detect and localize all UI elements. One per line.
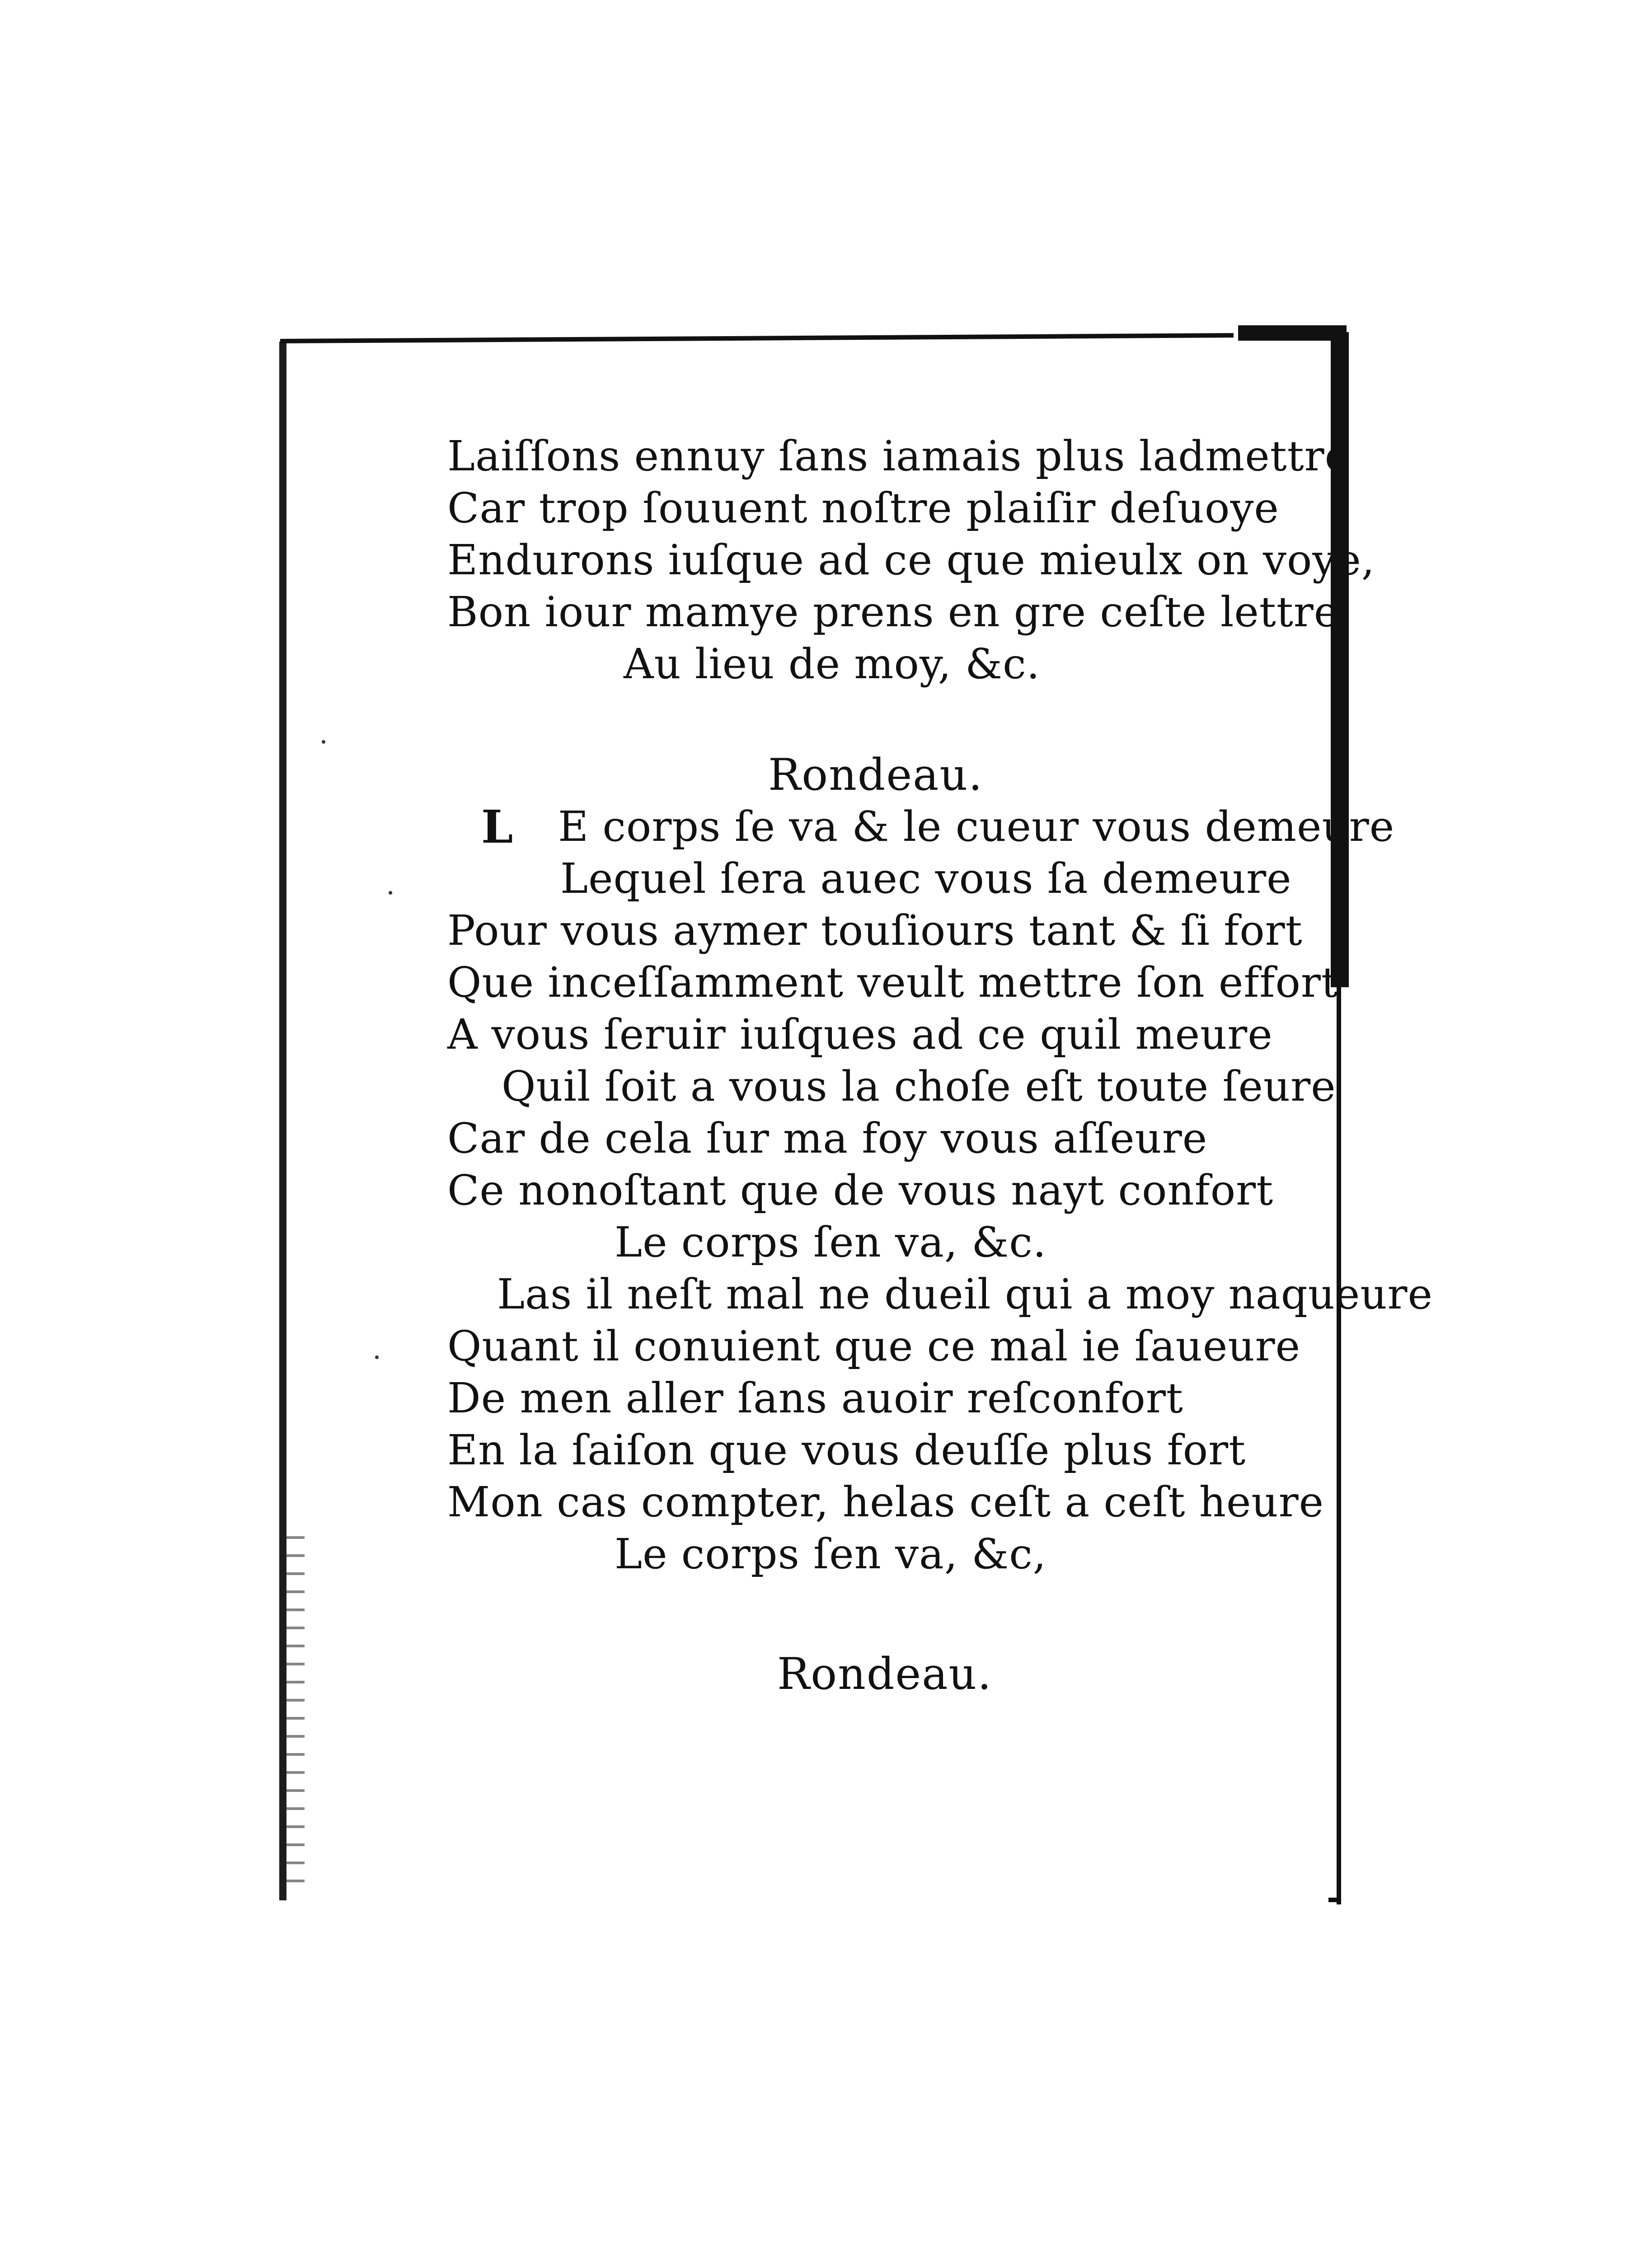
refrain-line: Au lieu de moy, &c. [624, 640, 1040, 688]
verse-line: Quil ſoit a vous la choſe eſt toute ſeure [502, 1062, 1336, 1111]
verse-line: Bon iour mamye prens en gre ceſte lettre [447, 588, 1339, 636]
verse-line: A vous ſeruir iuſques ad ce quil meure [447, 1010, 1273, 1059]
verse-line: Ce nonoſtant que de vous nayt confort [447, 1166, 1274, 1214]
refrain-line: Le corps ſen va, &c, [615, 1530, 1047, 1578]
verse-line: Car trop ſouuent noſtre plaiſir deſuoye [447, 484, 1279, 532]
verse-line: Que inceſſamment veult mettre ſon effort [447, 958, 1338, 1007]
verse-line: Lequel ſera auec vous ſa demeure [560, 854, 1292, 903]
drop-cap-initial: L [481, 800, 513, 853]
verse-line: Endurons iuſque ad ce que mieulx on voye, [447, 536, 1375, 584]
refrain-line: Le corps ſen va, &c. [615, 1218, 1047, 1266]
section-heading: Rondeau. [768, 750, 983, 800]
verse-line: Car de cela ſur ma foy vous aſſeure [447, 1114, 1208, 1163]
verse-line: Laiſſons ennuy ſans iamais plus ladmettre [447, 432, 1350, 480]
section-heading: Rondeau. [777, 1649, 992, 1699]
verse-line: Quant il conuient que ce mal ie ſaueure [447, 1322, 1301, 1370]
verse-line: Mon cas compter, helas ceſt a ceſt heure [447, 1478, 1324, 1526]
verse-line: En la ſaiſon que vous deuſſe plus fort [447, 1426, 1246, 1474]
verse-line: De men aller ſans auoir reſconfort [447, 1374, 1183, 1422]
verse-line: E corps ſe va & le cueur vous demeure [558, 802, 1395, 851]
verse-line: Las il neſt mal ne dueil qui a moy naqueure [497, 1270, 1433, 1318]
verse-line: Pour vous aymer touſiours tant & ſi fort [447, 906, 1303, 955]
